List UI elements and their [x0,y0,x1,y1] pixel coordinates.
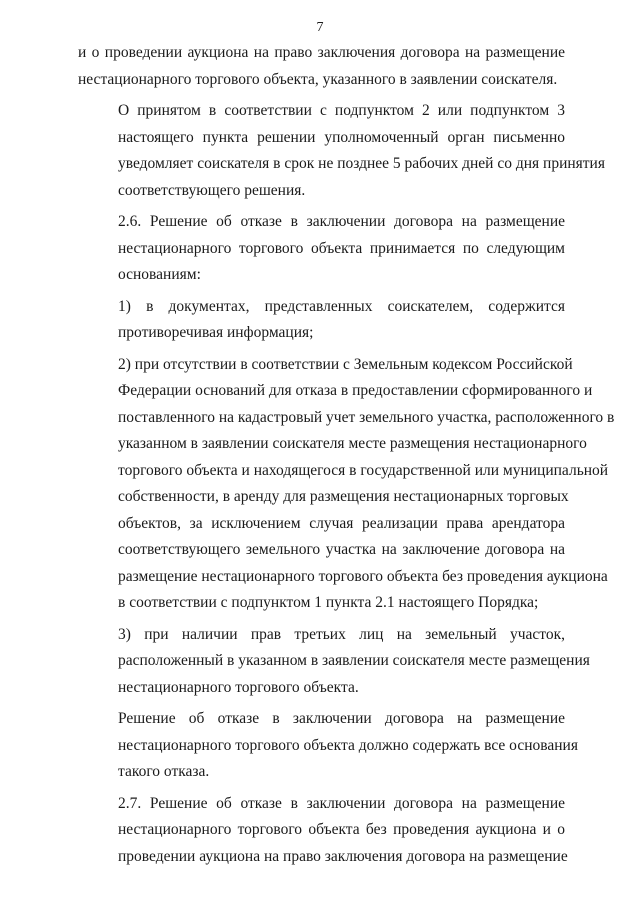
text-line: 2) при отсутствии в соответствии с Земельным кодексом Российской [118,355,573,373]
text-line: уведомляет соискателя в срок не позднее 5 рабочих дней со дня принятия [118,155,605,172]
paragraph [78,294,565,347]
text-line: Федерации оснований для отказа в предоставлении сформированного и [118,382,593,399]
text-line: нестационарного торгового объекта должно содержать все основания [118,736,578,754]
text-line: такого отказа. [118,763,210,780]
text-line: собственности, в аренду для размещения нестационарных торговых [118,488,569,505]
paragraph [78,352,615,617]
text-line: торгового объекта и находящегося в государственной или муниципальной [118,461,609,479]
paragraph [78,98,605,204]
text-line: 3) при наличии прав третьих лиц на земельный участок, [118,625,565,643]
paragraph [78,706,578,786]
document-body [78,40,615,875]
paragraph [78,622,590,702]
text-line: 2.7. Решение об отказе в заключении договора на размещение [118,794,565,812]
text-line: нестационарного торгового объекта без проведения аукциона и о [118,821,565,838]
text-line: противоречивая информация; [118,324,314,341]
text-line: в соответствии с подпунктом 1 пункта 2.1 настоящего Порядка; [118,594,539,611]
paragraph [78,791,568,871]
text-line: нестационарного торгового объекта, указанного в заявлении соискателя. [78,70,558,88]
text-line: объектов, за исключением случая реализации права арендатора [118,514,565,532]
text-line: размещение нестационарного торгового объекта без проведения аукциона [118,567,608,585]
text-line: основаниям: [118,266,201,283]
text-line: нестационарного торгового объекта принимается по следующим [118,239,565,257]
text-line: 1) в документах, представленных соискателем, содержится [118,297,565,315]
text-line: соответствующего решения. [118,181,306,199]
text-line: Решение об отказе в заключении договора на размещение [118,710,565,727]
text-line: и о проведении аукциона на право заключения договора на размещение [78,44,565,61]
text-line: О принятом в соответствии с подпунктом 2 или подпунктом 3 [118,102,565,119]
text-line: поставленного на кадастровый учет земельного участка, расположенного в [118,408,615,426]
paragraph [78,209,565,289]
text-line: настоящего пункта решении уполномоченный орган письменно [118,128,565,146]
text-line: проведении аукциона на право заключения договора на размещение [118,847,568,865]
text-line: 2.6. Решение об отказе в заключении договора на размещение [118,213,565,230]
text-line: расположенный в указанном в заявлении соискателя месте размещения [118,652,590,669]
page-number: 7 [316,20,324,35]
text-line: нестационарного торгового объекта. [118,678,359,696]
text-line: соответствующего земельного участка на заключение договора на [118,541,565,558]
paragraph [78,40,565,93]
text-line: указанном в заявлении соискателя месте размещения нестационарного [118,435,587,452]
